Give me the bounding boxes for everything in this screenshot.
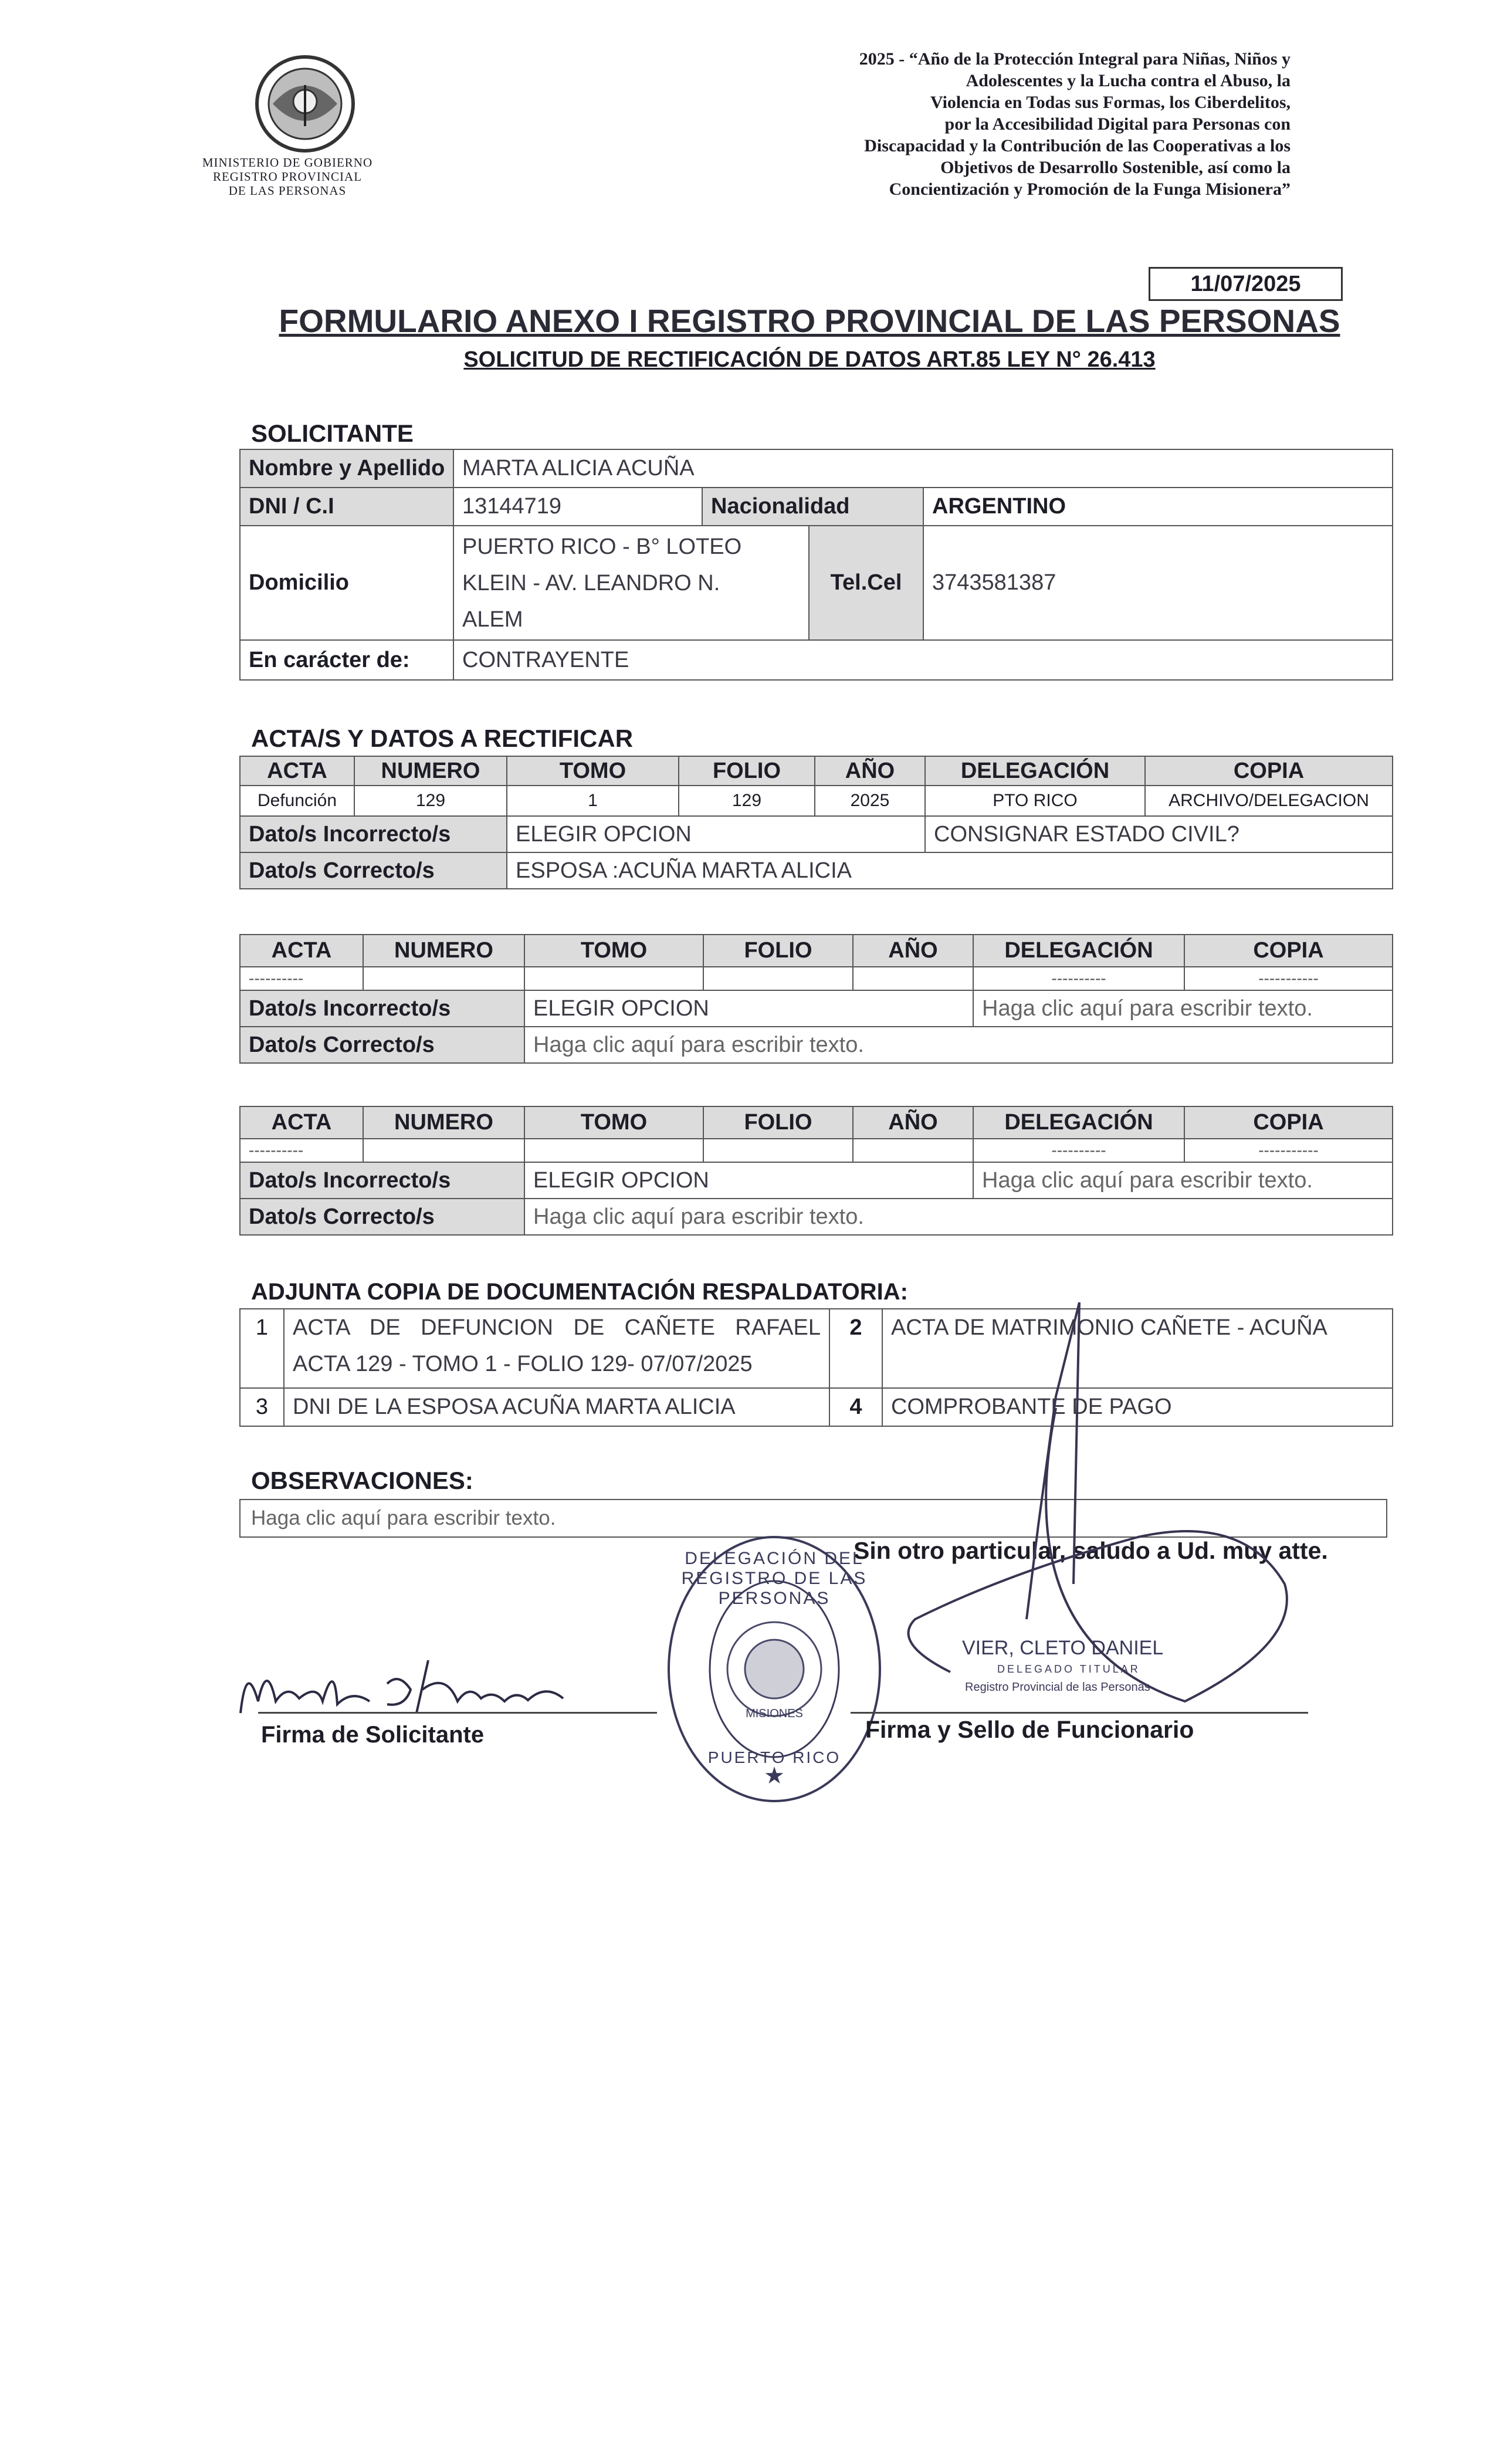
official-stamp-role: DELEGADO TITULAR [997, 1663, 1140, 1675]
doc-item-4[interactable]: COMPROBANTE DE PAGO [882, 1388, 1393, 1426]
col-anio: AÑO [853, 935, 973, 967]
cell-folio[interactable] [703, 967, 853, 990]
acta-block-3 [239, 1106, 1393, 1236]
col-delegacion: DELEGACIÓN [925, 756, 1145, 786]
cell-tomo[interactable]: 1 [507, 786, 679, 816]
doc-number: 1 [240, 1309, 284, 1388]
solicitante-table [239, 449, 1393, 681]
cell-delegacion[interactable]: PTO RICO [925, 786, 1145, 816]
col-copia: COPIA [1145, 756, 1393, 786]
col-anio: AÑO [853, 1106, 973, 1139]
col-folio: FOLIO [703, 1106, 853, 1139]
official-stamp-name: VIER, CLETO DANIEL [962, 1637, 1164, 1659]
cell-copia[interactable]: ----------- [1184, 967, 1393, 990]
cell-copia[interactable]: ----------- [1184, 1139, 1393, 1162]
acta-block-1 [239, 756, 1393, 889]
applicant-signature-line [258, 1712, 657, 1714]
cell-numero[interactable] [363, 967, 524, 990]
incorrect-label: Dato/s Incorrecto/s [240, 990, 524, 1027]
official-signature-line [851, 1712, 1308, 1714]
doc-item-2[interactable]: ACTA DE MATRIMONIO CAÑETE - ACUÑA [882, 1309, 1393, 1388]
col-delegacion: DELEGACIÓN [973, 1106, 1184, 1139]
cell-acta[interactable]: Defunción [240, 786, 354, 816]
col-tomo: TOMO [507, 756, 679, 786]
doc-number: 4 [829, 1388, 882, 1426]
col-folio: FOLIO [679, 756, 815, 786]
cell-acta[interactable]: ---------- [240, 967, 363, 990]
correct-text-field[interactable]: ESPOSA :ACUÑA MARTA ALICIA [507, 852, 1393, 889]
nationality-label: Nacionalidad [702, 488, 923, 526]
cell-tomo[interactable] [524, 967, 703, 990]
doc-number: 3 [240, 1388, 284, 1426]
correct-label: Dato/s Correcto/s [240, 1199, 524, 1235]
phone-field[interactable]: 3743581387 [923, 526, 1393, 640]
correct-label: Dato/s Correcto/s [240, 852, 507, 889]
closing-text: Sin otro particular, saludo a Ud. muy atte. [854, 1537, 1328, 1564]
year-motto: 2025 - “Año de la Protección Integral para Niñas, Niños y Adolescentes y la Lucha contra el Abuso, la Violencia en Todas sus Formas, los Ciberdelitos, por la Accesibilidad Digital para Personas con Discapacidad y la Contribución de las Cooperativas a los Objetivos de Desarrollo Sostenible, así como la Concientización y Promoción de la Funga Misionera” [859, 49, 1291, 199]
address-field[interactable]: PUERTO RICO - B° LOTEO KLEIN - AV. LEANDRO N. ALEM [453, 526, 809, 640]
correct-text-field[interactable]: Haga clic aquí para escribir texto. [524, 1199, 1393, 1235]
cell-numero[interactable] [363, 1139, 524, 1162]
correct-label: Dato/s Correcto/s [240, 1027, 524, 1063]
form-subtitle: SOLICITUD DE RECTIFICACIÓN DE DATOS ART.85 LEY N° 26.413 [463, 347, 1156, 372]
dni-field[interactable]: 13144719 [453, 488, 702, 526]
col-acta: ACTA [240, 756, 354, 786]
name-field[interactable]: MARTA ALICIA ACUÑA [453, 449, 1393, 488]
cell-delegacion[interactable]: ---------- [973, 967, 1184, 990]
cell-numero[interactable]: 129 [354, 786, 507, 816]
dni-label: DNI / C.I [240, 488, 453, 526]
doc-item-3[interactable]: DNI DE LA ESPOSA ACUÑA MARTA ALICIA [284, 1388, 829, 1426]
cell-acta[interactable]: ---------- [240, 1139, 363, 1162]
nationality-field[interactable]: ARGENTINO [923, 488, 1393, 526]
incorrect-label: Dato/s Incorrecto/s [240, 1162, 524, 1199]
official-stamp-org: Registro Provincial de las Personas [965, 1681, 1150, 1694]
actas-heading: ACTA/S Y DATOS A RECTIFICAR [251, 725, 634, 752]
cell-anio[interactable] [853, 967, 973, 990]
name-label: Nombre y Apellido [240, 449, 453, 488]
col-acta: ACTA [240, 935, 363, 967]
col-numero: NUMERO [354, 756, 507, 786]
ministry-name: MINISTERIO DE GOBIERNO REGISTRO PROVINCIAL DE LAS PERSONAS [202, 155, 373, 198]
stamp-bottom-text: PUERTO RICO [707, 1748, 841, 1766]
col-folio: FOLIO [703, 935, 853, 967]
province-seal-logo [246, 50, 364, 155]
col-tomo: TOMO [524, 935, 703, 967]
character-label: En carácter de: [240, 640, 453, 680]
incorrect-option-select[interactable]: ELEGIR OPCION [507, 816, 925, 852]
cell-folio[interactable] [703, 1139, 853, 1162]
docs-heading: ADJUNTA COPIA DE DOCUMENTACIÓN RESPALDATORIA: [251, 1279, 908, 1305]
acta-block-2 [239, 934, 1393, 1064]
official-signature-label: Firma y Sello de Funcionario [865, 1716, 1194, 1743]
incorrect-option-select[interactable]: ELEGIR OPCION [524, 1162, 973, 1199]
form-title: FORMULARIO ANEXO I REGISTRO PROVINCIAL DE LAS PERSONAS [279, 303, 1340, 339]
col-tomo: TOMO [524, 1106, 703, 1139]
incorrect-label: Dato/s Incorrecto/s [240, 816, 507, 852]
address-label: Domicilio [240, 526, 453, 640]
obs-heading: OBSERVACIONES: [251, 1467, 473, 1494]
col-acta: ACTA [240, 1106, 363, 1139]
stamp-center-text: MISIONES [746, 1707, 803, 1720]
col-copia: COPIA [1184, 935, 1393, 967]
col-anio: AÑO [815, 756, 925, 786]
cell-anio[interactable] [853, 1139, 973, 1162]
official-signature-icon [833, 1291, 1332, 1760]
applicant-signature-label: Firma de Solicitante [261, 1722, 485, 1748]
character-field[interactable]: CONTRAYENTE [453, 640, 1393, 680]
solicitante-heading: SOLICITANTE [251, 419, 414, 447]
incorrect-text-field[interactable]: Haga clic aquí para escribir texto. [973, 1162, 1393, 1199]
col-delegacion: DELEGACIÓN [973, 935, 1184, 967]
phone-label: Tel.Cel [809, 526, 923, 640]
doc-number: 2 [829, 1309, 882, 1388]
cell-tomo[interactable] [524, 1139, 703, 1162]
date-field[interactable]: 11/07/2025 [1149, 267, 1343, 301]
incorrect-text-field[interactable]: Haga clic aquí para escribir texto. [973, 990, 1393, 1027]
incorrect-text-field[interactable]: CONSIGNAR ESTADO CIVIL? [925, 816, 1393, 852]
cell-copia[interactable]: ARCHIVO/DELEGACION [1145, 786, 1393, 816]
obs-field[interactable]: Haga clic aquí para escribir texto. [239, 1499, 1387, 1538]
cell-anio[interactable]: 2025 [815, 786, 925, 816]
col-copia: COPIA [1184, 1106, 1393, 1139]
correct-text-field[interactable]: Haga clic aquí para escribir texto. [524, 1027, 1393, 1063]
svg-text:★: ★ [764, 1763, 785, 1789]
cell-delegacion[interactable]: ---------- [973, 1139, 1184, 1162]
cell-folio[interactable]: 129 [679, 786, 815, 816]
incorrect-option-select[interactable]: ELEGIR OPCION [524, 990, 973, 1027]
col-numero: NUMERO [363, 935, 524, 967]
doc-item-1[interactable]: ACTA DE DEFUNCION DE CAÑETE RAFAEL ACTA 129 - TOMO 1 - FOLIO 129- 07/07/2025 [284, 1309, 829, 1388]
stamp-ring-text: DELEGACIÓN DEL REGISTRO DE LAS PERSONAS [681, 1549, 868, 1608]
col-numero: NUMERO [363, 1106, 524, 1139]
